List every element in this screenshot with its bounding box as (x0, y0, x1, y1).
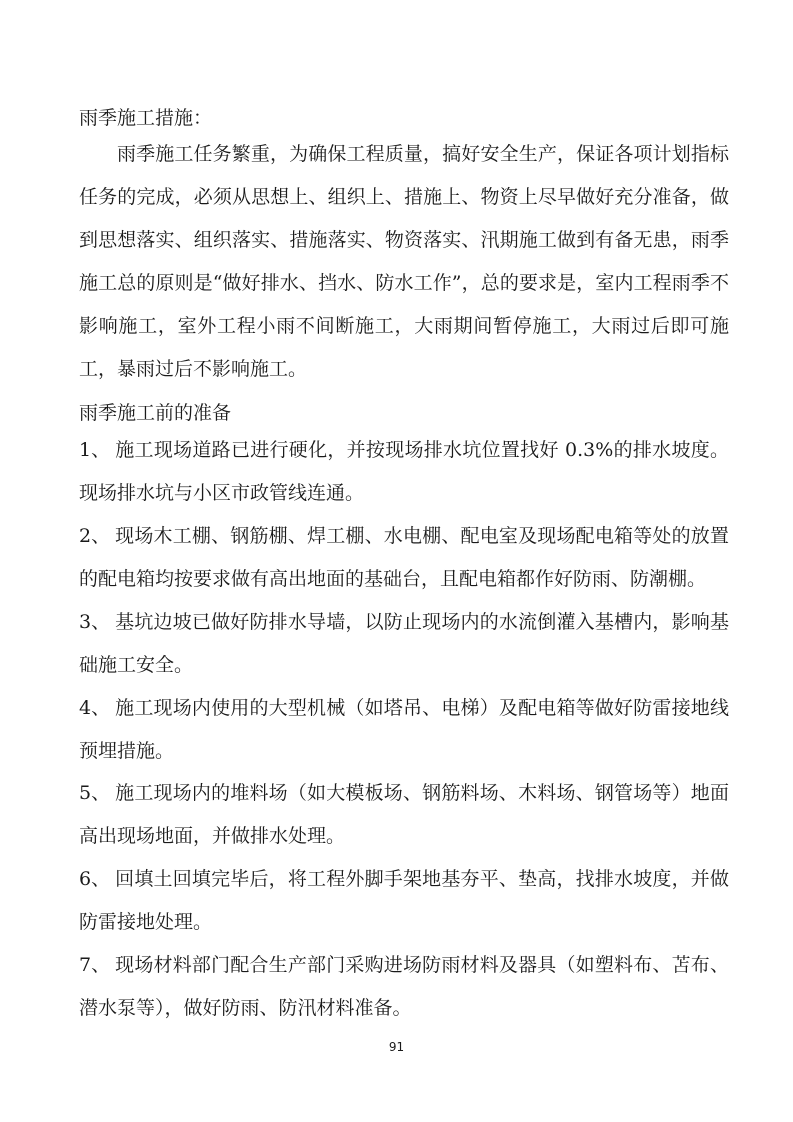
item-text: 现场木工棚、钢筋棚、焊工棚、水电棚、配电室及现场配电箱等处的放置的配电箱均按要求做有高出地面的基础台，且配电箱都作好防雨、防潮棚。 (79, 525, 729, 590)
item-text: 施工现场内的堆料场（如大模板场、钢筋料场、木料场、钢管场等）地面高出现场地面，并做排水处理。 (79, 782, 729, 847)
item-number: 6、 (79, 868, 111, 890)
list-item (79, 858, 729, 944)
list-item (79, 515, 729, 601)
item-number: 4、 (79, 697, 111, 719)
item-text: 现场材料部门配合生产部门采购进场防雨材料及器具（如塑料布、苫布、潜水泵等），做好防雨、防汛材料准备。 (79, 954, 729, 1019)
intro-paragraph: 雨季施工任务繁重，为确保工程质量，搞好安全生产，保证各项计划指标任务的完成，必须从思想上、组织上、措施上、物资上尽早做好充分准备，做到思想落实、组织落实、措施落实、物资落实、汛期施工做到有备无患，雨季施工总的原则是“做好排水、挡水、防水工作”，总的要求是，室内工程雨季不影响施工，室外工程小雨不间断施工，大雨期间暂停施工，大雨过后即可施工，暴雨过后不影响施工。 (79, 143, 729, 380)
list-item (79, 944, 729, 1030)
item-number: 7、 (79, 954, 111, 976)
item-number: 1、 (79, 439, 111, 461)
item-number: 2、 (79, 525, 111, 547)
page-number: 91 (388, 1040, 405, 1054)
list-item (79, 429, 729, 515)
list-item (79, 772, 729, 858)
section-title: 雨季施工措施： (79, 107, 213, 129)
item-number: 5、 (79, 782, 111, 804)
item-text: 施工现场内使用的大型机械（如塔吊、电梯）及配电箱等做好防雷接地线预埋措施。 (79, 697, 729, 762)
item-number: 3、 (79, 611, 111, 633)
list-item (79, 687, 729, 773)
subheading: 雨季施工前的准备 (79, 402, 232, 424)
item-text: 回填土回填完毕后，将工程外脚手架地基夯平、垫高，找排水坡度，并做防雷接地处理。 (79, 868, 729, 933)
item-text: 基坑边坡已做好防排水导墙，以防止现场内的水流倒灌入基槽内，影响基础施工安全。 (79, 611, 729, 676)
item-text: 施工现场道路已进行硬化，并按现场排水坑位置找好 0.3%的排水坡度。现场排水坑与小区市政管线连通。 (79, 439, 729, 504)
list-item (79, 601, 729, 687)
